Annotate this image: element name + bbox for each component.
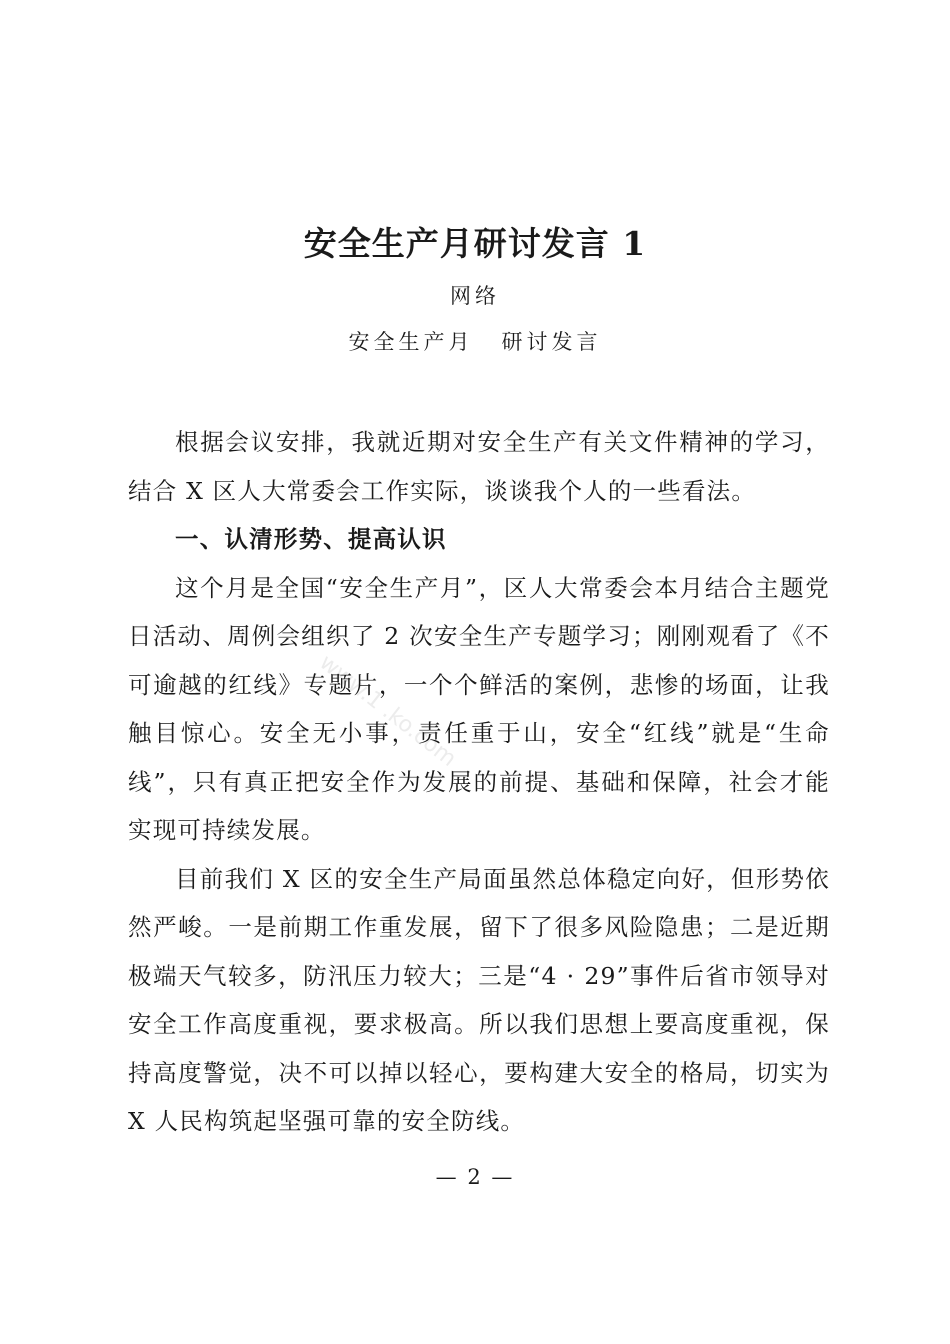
page-number: — 2 — bbox=[435, 1165, 515, 1189]
document-title: 安全生产月研讨发言 1 bbox=[303, 224, 647, 263]
document-body bbox=[128, 418, 830, 1146]
watermark: www.1 .ko.com bbox=[314, 650, 461, 772]
paragraph-situation: 这个月是全国“安全生产月”，区人大常委会本月结合主题党日活动、周例会组织了 2 次安全生产专题学习；刚刚观看了《不可逾越的红线》专题片，一个个鲜活的案例，悲惨的场面，让我触目惊心。安全无小事，责任重于山，安全“红线”就是“生命线”，只有真正把安全作为发展的前提、基础和保障，社会才能实现可持续发展。 bbox=[128, 573, 830, 844]
section-heading: 一、认清形势、提高认识 bbox=[175, 525, 447, 553]
document-source: 网络 bbox=[450, 284, 500, 308]
paragraph-current-state: 目前我们 X 区的安全生产局面虽然总体稳定向好，但形势依然严峻。一是前期工作重发展，留下了很多风险隐患；二是近期极端天气较多，防汛压力较大；三是“4 · 29”事件后省市领导对安全工作高度重视，要求极高。所以我们思想上要高度重视，保持高度警觉，决不可以掉以轻心，要构建大安全的格局，切实为 X 人民构筑起坚强可靠的安全防线。 bbox=[128, 864, 830, 1135]
keyword: 安全生产月 bbox=[348, 330, 474, 354]
document-keywords bbox=[0, 328, 950, 356]
paragraph-intro: 根据会议安排，我就近期对安全生产有关文件精神的学习，结合 X 区人大常委会工作实际，谈谈我个人的一些看法。 bbox=[128, 428, 830, 505]
keyword: 研讨发言 bbox=[501, 330, 602, 354]
